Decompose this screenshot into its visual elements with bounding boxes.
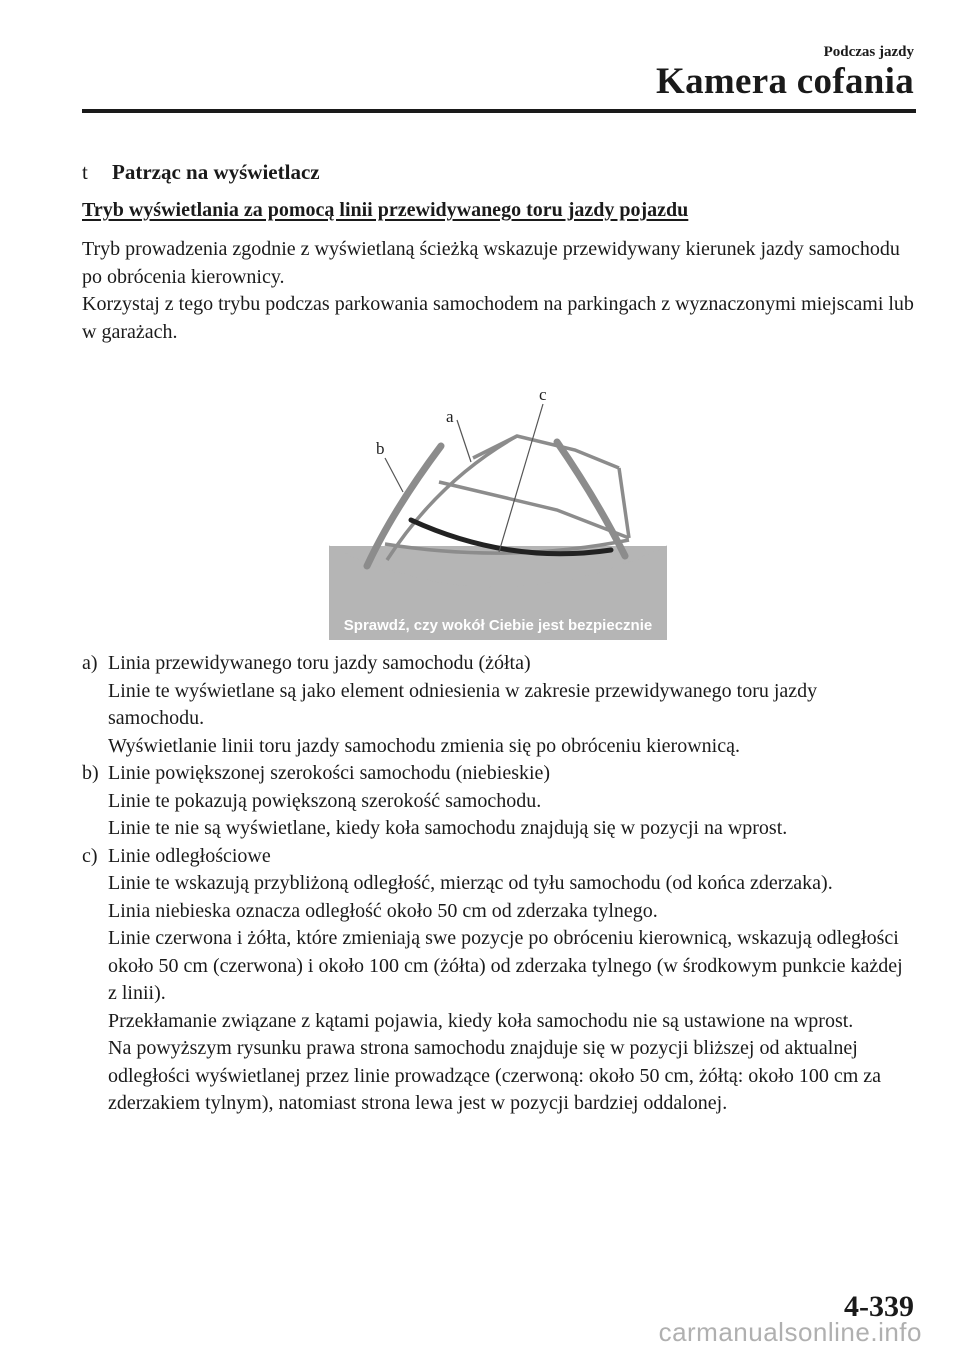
legend-line: Linie te nie są wyświetlane, kiedy koła samochodu znajdują się w pozycji na wprost. bbox=[108, 817, 788, 839]
section-bullet: t bbox=[82, 160, 88, 184]
label-c: c bbox=[539, 385, 547, 404]
legend-line: Na powyższym rysunku prawa strona samochodu znajduje się w pozycji bliższej od aktualnej odległości wyświetlanej przez linie prowadzące (czerwoną: około 50 cm, żółtą: około 100 cm za zderzakiem tylnym), natomiast strona lewa jest w pozycji bardziej oddalonej. bbox=[108, 1037, 882, 1114]
legend-body bbox=[108, 843, 916, 1118]
legend-line: Linia przewidywanego toru jazdy samochodu (żółta) bbox=[108, 652, 531, 674]
label-a: a bbox=[446, 407, 454, 426]
legend-body bbox=[108, 650, 916, 760]
legend-list bbox=[82, 650, 916, 1118]
camera-display-illustration bbox=[329, 360, 667, 640]
legend-key: c) bbox=[82, 844, 98, 867]
intro-paragraph-2: Korzystaj z tego trybu podczas parkowania samochodem na parkingach z wyznaczonymi miejscami lub w garażach. bbox=[82, 293, 914, 343]
camera-display-figure bbox=[329, 360, 667, 640]
legend-line: Linie odległościowe bbox=[108, 844, 271, 867]
legend-line: Linie te wyświetlane są jako element odniesienia w zakresie przewidywanego toru jazdy samochodu. bbox=[108, 679, 818, 729]
legend-key: a) bbox=[82, 652, 98, 674]
header-rule bbox=[82, 109, 916, 113]
legend-line: Linie te wskazują przybliżoną odległość, mierząc od tyłu samochodu (od końca zderzaka). bbox=[108, 872, 833, 894]
header-section-label: Podczas jazdy bbox=[823, 44, 914, 60]
legend-line: Linie powiększonej szerokości samochodu (niebieskie) bbox=[108, 762, 551, 784]
page-number: 4-339 bbox=[844, 1290, 914, 1323]
display-caption: Sprawdź, czy wokół Ciebie jest bezpiecznie bbox=[343, 617, 653, 634]
legend-item-c bbox=[82, 843, 916, 1118]
legend-line: Linia niebieska oznacza odległość około 50 cm od zderzaka tylnego. bbox=[108, 899, 658, 922]
legend-key: b) bbox=[82, 762, 99, 784]
legend-line: Wyświetlanie linii toru jazdy samochodu zmienia się po obróceniu kierownicą. bbox=[108, 734, 740, 757]
page-title: Kamera cofania bbox=[656, 61, 914, 102]
watermark: carmanualsonline.info bbox=[658, 1317, 922, 1347]
section-title: Patrząc na wyświetlacz bbox=[112, 160, 320, 184]
legend-line: Linie czerwona i żółta, które zmieniają swe pozycje po obróceniu kierownicą, wskazują odległości około 50 cm (czerwona) i około 100 cm (żółta) od zderzaka tylnego (w środkowym punkcie każdej z linii). bbox=[108, 927, 903, 1004]
legend-item-b bbox=[82, 760, 916, 843]
legend-line: Przekłamanie związane z kątami pojawia, kiedy koła samochodu nie są ustawione na wprost. bbox=[108, 1009, 854, 1032]
label-b: b bbox=[376, 439, 385, 458]
legend-item-a bbox=[82, 650, 916, 760]
page-content bbox=[82, 160, 916, 1118]
legend-body bbox=[108, 760, 916, 843]
section-heading bbox=[82, 160, 916, 185]
legend-line: Linie te pokazują powiększoną szerokość samochodu. bbox=[108, 789, 542, 812]
intro-paragraph-1: Tryb prowadzenia zgodnie z wyświetlaną ścieżką wskazuje przewidywany kierunek jazdy samochodu po obrócenia kierownicy. bbox=[82, 238, 900, 288]
subheading: Tryb wyświetlania za pomocą linii przewidywanego toru jazdy pojazdu bbox=[82, 199, 689, 221]
